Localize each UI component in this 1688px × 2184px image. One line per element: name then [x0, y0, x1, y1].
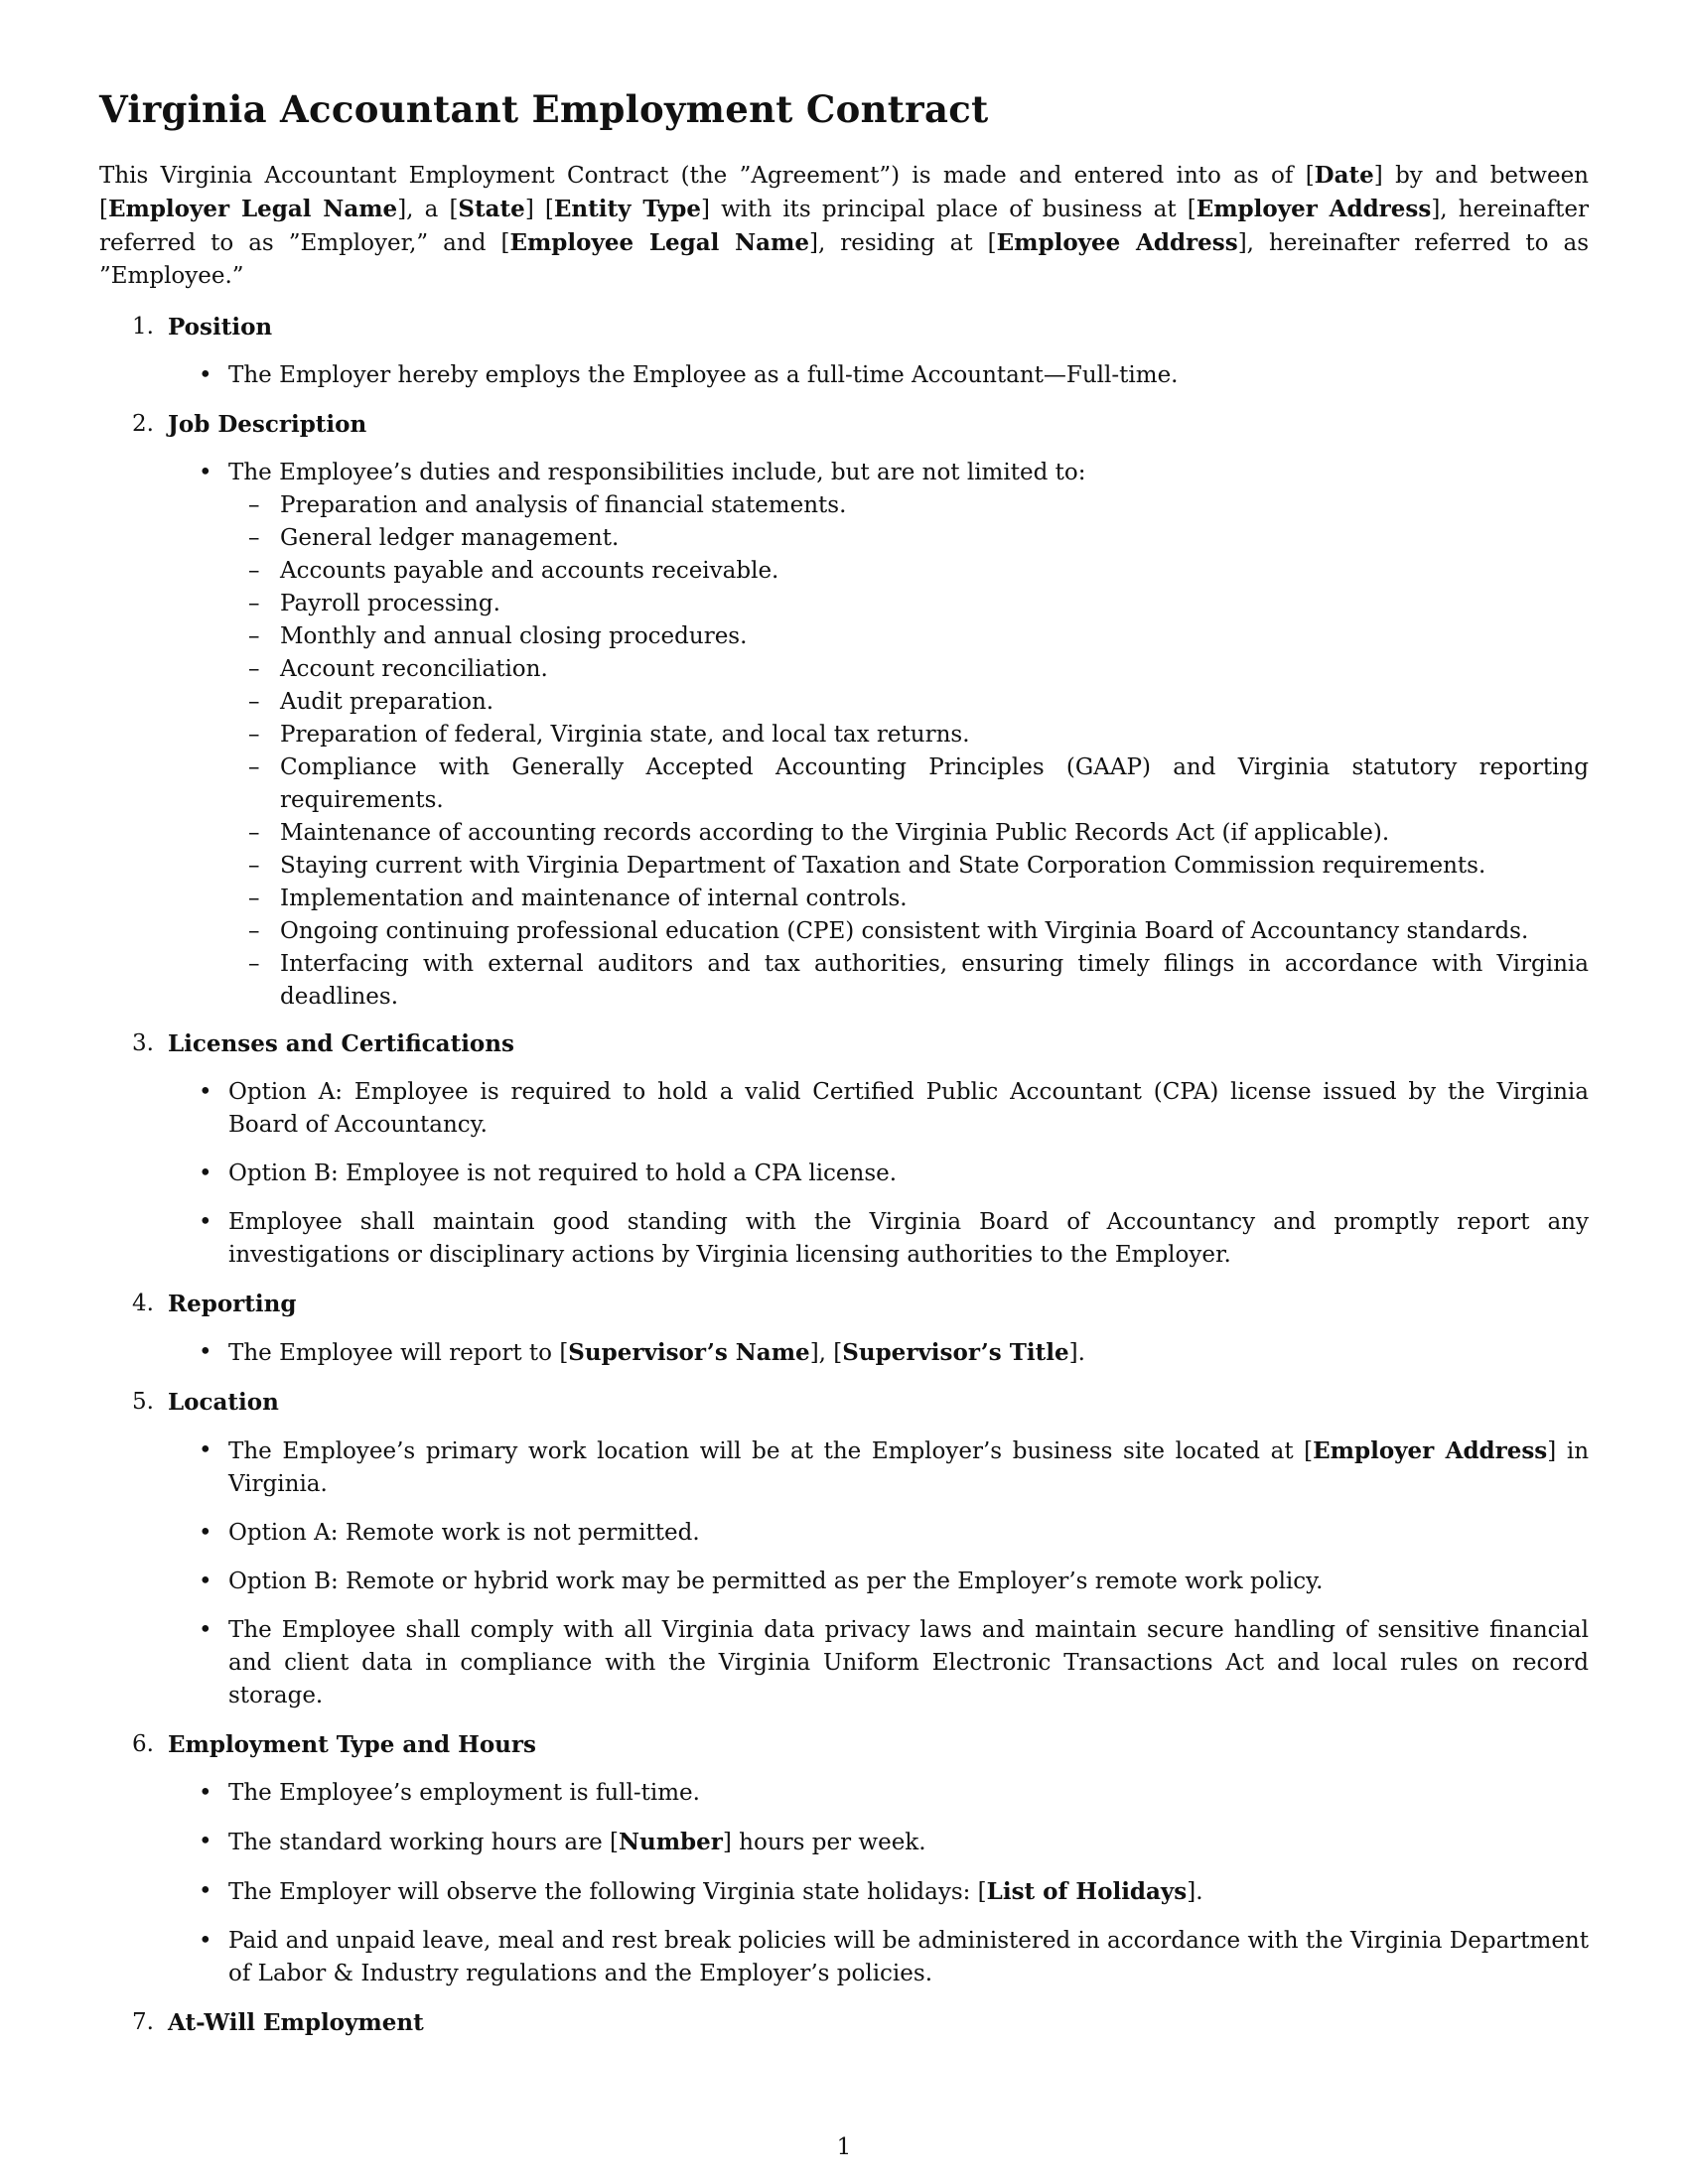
bullet-item: [99, 1336, 1589, 1370]
section-title: Reporting: [168, 1291, 297, 1317]
section-licenses: [99, 1027, 1589, 1272]
section-heading: [99, 1386, 1589, 1419]
section-title: Job Description: [168, 411, 367, 438]
bullet-list: [99, 359, 1589, 392]
bullet-item: • The Employee’s employment is full-time.: [99, 1777, 1589, 1810]
section-title: Position: [168, 314, 273, 341]
section-position: [99, 311, 1589, 392]
duty-item: – Payroll processing.: [99, 588, 1589, 620]
bullet-item: [99, 1826, 1589, 1859]
section-at-will: [99, 2006, 1589, 2039]
intro-text: ] by and between [: [99, 163, 1589, 222]
bullet-text: The Employer will observe the following Virginia state holidays: [: [228, 1879, 987, 1905]
bullet-list: [99, 1777, 1589, 1990]
intro-text: ], a [: [397, 197, 459, 222]
section-title: At-Will Employment: [168, 2009, 424, 2036]
duty-item: – Preparation of federal, Virginia state, and local tax returns.: [99, 719, 1589, 751]
duty-item: – Maintenance of accounting records according to the Virginia Public Records Act (if applicable).: [99, 817, 1589, 850]
section-location: [99, 1386, 1589, 1712]
section-heading: [99, 1728, 1589, 1761]
entity-type-placeholder: Entity Type: [553, 196, 701, 222]
duty-item: – Compliance with Generally Accepted Accounting Principles (GAAP) and Virginia statutory reporting requirements.: [99, 751, 1589, 817]
bullet-item: • Option A: Employee is required to hold a valid Certified Public Accountant (CPA) license issued by the Virginia Board of Accountancy.: [99, 1076, 1589, 1142]
employee-address-placeholder: Employee Address: [996, 229, 1238, 256]
document-title: Virginia Accountant Employment Contract: [99, 87, 989, 131]
bullet-item: • The Employee shall comply with all Virginia data privacy laws and maintain secure handling of sensitive financial and client data in compliance with the Virginia Uniform Electronic Transactions Act and local rules on record storage.: [99, 1614, 1589, 1712]
section-job-description: [99, 408, 1589, 1014]
date-placeholder: Date: [1314, 162, 1374, 189]
bullet-text: ], [: [809, 1340, 843, 1366]
intro-text: ], hereinafter referred to as ”Employee.”: [99, 230, 1589, 289]
intro-text: This Virginia Accountant Employment Contract (the ”Agreement”) is made and entered into as of [: [99, 163, 1315, 189]
section-title: Employment Type and Hours: [168, 1731, 536, 1758]
hours-number-placeholder: Number: [618, 1829, 723, 1855]
employee-name-placeholder: Employee Legal Name: [509, 229, 809, 256]
supervisor-title-placeholder: Supervisor’s Title: [842, 1339, 1069, 1366]
duty-item: – Preparation and analysis of financial statements.: [99, 489, 1589, 522]
duty-item: – Interfacing with external auditors and tax authorities, ensuring timely filings in accordance with Virginia deadlines.: [99, 948, 1589, 1014]
duty-item: – Implementation and maintenance of internal controls.: [99, 883, 1589, 915]
page-number: 1: [836, 2134, 852, 2160]
bullet-text: ] in Virginia.: [228, 1438, 1590, 1497]
section-number: 5.: [132, 1389, 154, 1415]
section-number: 4.: [132, 1291, 154, 1316]
bullet-item: • Option B: Remote or hybrid work may be permitted as per the Employer’s remote work policy.: [99, 1566, 1589, 1598]
section-number: 1.: [132, 314, 154, 340]
section-number: 3.: [132, 1030, 154, 1056]
bullet-item: • Option A: Remote work is not permitted.: [99, 1517, 1589, 1550]
bullet-item: • Paid and unpaid leave, meal and rest break policies will be administered in accordance with the Virginia Department of Labor & Industry regulations and the Employer’s policies.: [99, 1925, 1589, 1990]
bullet-text: The standard working hours are [: [228, 1830, 619, 1855]
section-title: Licenses and Certifications: [168, 1030, 514, 1057]
state-placeholder: State: [458, 196, 525, 222]
bullet-list: [99, 1076, 1589, 1272]
bullet-item: • Option B: Employee is not required to hold a CPA license.: [99, 1158, 1589, 1190]
employer-address-placeholder: Employer Address: [1196, 196, 1432, 222]
duty-item: – Account reconciliation.: [99, 653, 1589, 686]
supervisor-name-placeholder: Supervisor’s Name: [568, 1339, 810, 1366]
bullet-list: [99, 1434, 1589, 1712]
bullet-list: [99, 1336, 1589, 1370]
section-title: Location: [168, 1389, 279, 1416]
section-number: 6.: [132, 1731, 154, 1757]
section-heading: [99, 408, 1589, 441]
bullet-item: • Employee shall maintain good standing with the Virginia Board of Accountancy and promptly report any investigations or disciplinary actions by Virginia licensing authorities to the Employer.: [99, 1206, 1589, 1272]
duty-item: – Audit preparation.: [99, 686, 1589, 719]
section-employment-type: [99, 1728, 1589, 1990]
duty-item: – Ongoing continuing professional education (CPE) consistent with Virginia Board of Accountancy standards.: [99, 915, 1589, 948]
sections-list: [99, 311, 1589, 2039]
holidays-placeholder: List of Holidays: [986, 1878, 1188, 1905]
bullet-text: ] hours per week.: [722, 1830, 926, 1855]
section-number: 7.: [132, 2009, 154, 2035]
intro-text: ] with its principal place of business at [: [701, 197, 1196, 222]
intro-text: ] [: [524, 197, 554, 222]
intro-paragraph: [99, 159, 1589, 293]
bullet-text: ].: [1187, 1879, 1203, 1905]
bullet-item: • The Employee’s duties and responsibilities include, but are not limited to:: [99, 457, 1589, 489]
duty-item: – Accounts payable and accounts receivable.: [99, 555, 1589, 588]
bullet-text: The Employee’s primary work location will be at the Employer’s business site located at [: [228, 1438, 1314, 1464]
bullet-text: ].: [1068, 1340, 1085, 1366]
section-heading: [99, 311, 1589, 343]
intro-text: ], residing at [: [808, 230, 997, 256]
bullet-item: [99, 1434, 1589, 1501]
bullet-item: • The Employer hereby employs the Employee as a full-time Accountant—Full-time.: [99, 359, 1589, 392]
section-reporting: [99, 1288, 1589, 1370]
intro-text: ], hereinafter referred to as ”Employer,” and [: [99, 197, 1589, 256]
employer-name-placeholder: Employer Legal Name: [107, 196, 398, 222]
duties-list: [99, 489, 1589, 1014]
bullet-item: [99, 1875, 1589, 1909]
section-number: 2.: [132, 411, 154, 437]
document-page: [99, 87, 1589, 2053]
employer-address-placeholder: Employer Address: [1313, 1437, 1548, 1464]
bullet-text: The Employee will report to [: [228, 1340, 569, 1366]
duty-item: – General ledger management.: [99, 522, 1589, 555]
duty-item: – Staying current with Virginia Department of Taxation and State Corporation Commission requirements.: [99, 850, 1589, 883]
section-heading: [99, 1027, 1589, 1060]
section-heading: [99, 1288, 1589, 1320]
duty-item: – Monthly and annual closing procedures.: [99, 620, 1589, 653]
duties-block: [99, 457, 1589, 1014]
section-heading: [99, 2006, 1589, 2039]
